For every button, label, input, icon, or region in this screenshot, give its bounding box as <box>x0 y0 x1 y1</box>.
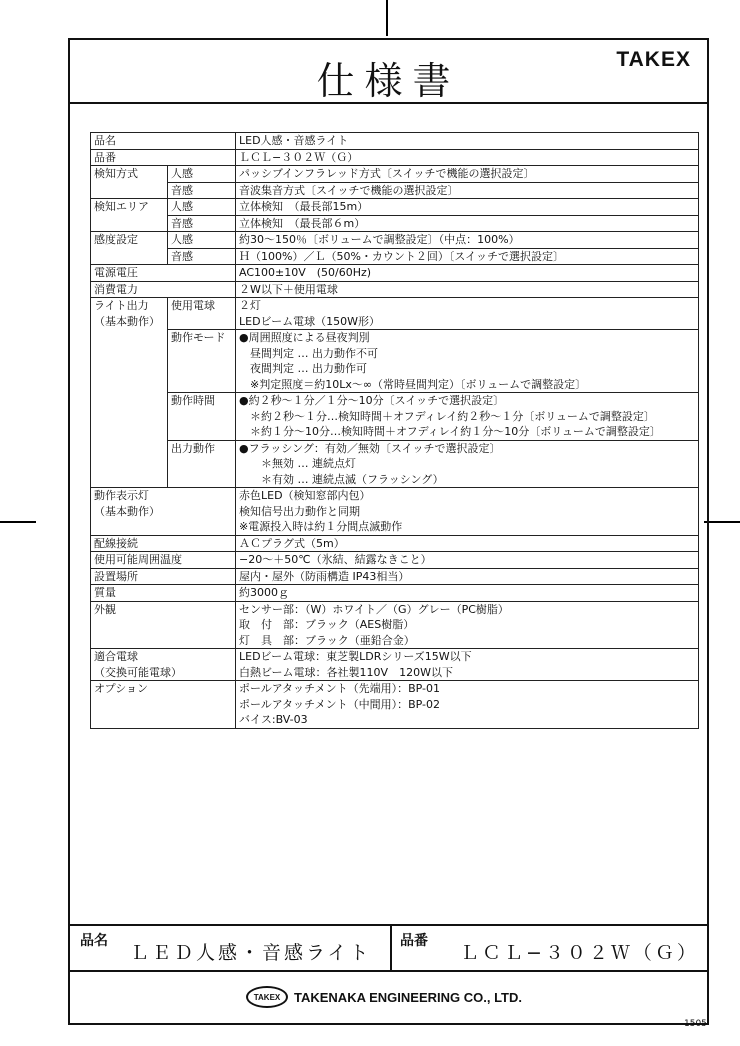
spec-label: 消費電力 <box>94 282 138 296</box>
crop-mark-left <box>0 521 36 523</box>
company-logo <box>246 986 522 1008</box>
spec-value-line: 夜間判定 … 出力動作可 <box>239 362 367 375</box>
spec-sublabel: 人感 <box>171 200 193 213</box>
spec-label-cell <box>91 232 168 265</box>
spec-value-cell <box>236 232 699 249</box>
spec-value-line: AC100±10V (50/60Hz) <box>239 266 372 279</box>
spec-sublabel-cell <box>168 440 236 488</box>
spec-value-cell <box>236 535 699 552</box>
spec-row <box>91 440 699 488</box>
spec-sublabel-cell <box>168 182 236 199</box>
spec-label: 動作表示灯 <box>94 489 149 502</box>
spec-sublabel: 音感 <box>171 249 193 263</box>
spec-value-line: センサー部：（W）ホワイト／（G）グレー（PC樹脂） <box>239 602 509 616</box>
spec-row <box>91 535 699 552</box>
spec-sublabel-cell <box>168 166 236 183</box>
spec-row <box>91 265 699 282</box>
spec-label: オプション <box>94 682 149 695</box>
spec-label-cell <box>91 585 236 602</box>
spec-row <box>91 166 699 183</box>
spec-sublabel-cell <box>168 215 236 232</box>
spec-value-cell <box>236 133 699 150</box>
spec-row <box>91 281 699 298</box>
spec-value-cell <box>236 568 699 585</box>
spec-value-line: LED人感・音感ライト <box>239 134 349 147</box>
brand-logo: TAKEX <box>616 48 691 71</box>
spec-value-cell <box>236 182 699 199</box>
spec-sublabel: 人感 <box>171 167 193 180</box>
spec-value-cell <box>236 585 699 602</box>
spec-value-line: 約30〜150％〔ボリュームで調整設定〕（中点：100%） <box>239 233 520 246</box>
spec-sublabel: 音感 <box>171 183 193 197</box>
company-name: TAKENAKA ENGINEERING CO., LTD. <box>294 989 522 1005</box>
footer-name-label: 品名 <box>80 933 108 949</box>
spec-value-line: 赤色LED（検知窓部内包） <box>239 489 371 502</box>
spec-value-line: ポールアタッチメント（先端用）：BP-01 <box>239 682 440 695</box>
spec-table <box>90 132 699 729</box>
spec-sublabel-cell <box>168 232 236 249</box>
spec-value-line: ＊無効 … 連続点灯 <box>239 457 356 470</box>
spec-value-line: パッシブインフラレッド方式〔スイッチで機能の選択設定〕 <box>239 167 535 180</box>
spec-value-line: ＊約１分〜10分…検知時間＋オフディレイ約１分〜10分〔ボリュームで調整設定〕 <box>239 425 661 438</box>
spec-value-line: ポールアタッチメント（中間用）：BP-02 <box>239 697 440 711</box>
spec-row <box>91 133 699 150</box>
crop-mark-right <box>704 521 740 523</box>
spec-label-cell <box>91 281 236 298</box>
spec-value-cell <box>236 440 699 488</box>
spec-value-line: ※判定照度＝約10Lx〜∞（常時昼間判定）〔ボリュームで調整設定〕 <box>239 377 587 391</box>
document-number: 1505 <box>684 1019 707 1029</box>
spec-value-cell <box>236 265 699 282</box>
spec-value-line: ２灯 <box>239 299 261 312</box>
spec-label: 電源電圧 <box>94 266 138 279</box>
spec-label: 質量 <box>94 586 116 599</box>
spec-value-line: ＊約２秒〜１分…検知時間＋オフディレイ約２秒〜１分〔ボリュームで調整設定〕 <box>239 409 655 423</box>
spec-label: 検知エリア <box>94 200 149 213</box>
spec-label: 設置場所 <box>94 569 138 583</box>
spec-row <box>91 215 699 232</box>
spec-label: 使用可能周囲温度 <box>94 553 182 566</box>
spec-label-cell <box>91 166 168 199</box>
spec-value-cell <box>236 149 699 166</box>
spec-value-line: ＊有効 … 連続点滅（フラッシング） <box>239 472 444 486</box>
spec-label-cell <box>91 681 236 729</box>
spec-value-cell <box>236 199 699 216</box>
spec-row <box>91 298 699 330</box>
spec-value-line: 昼間判定 … 出力動作不可 <box>239 346 378 360</box>
spec-sublabel-cell <box>168 199 236 216</box>
spec-label: 検知方式 <box>94 167 138 180</box>
spec-label: 外観 <box>94 602 116 616</box>
spec-value-line: 約3000ｇ <box>239 586 289 599</box>
spec-value-line: ＡＣプラグ式（5m） <box>239 536 345 550</box>
spec-label: ライト出力 <box>94 299 149 312</box>
spec-label-cell <box>91 133 236 150</box>
spec-value-line: バイス:BV-03 <box>239 713 308 726</box>
spec-row <box>91 552 699 569</box>
footer-code-value: ＬＣＬ−３０２Ｗ（Ｇ） <box>460 942 699 964</box>
spec-sublabel: 出力動作 <box>171 441 215 455</box>
spec-label-cell <box>91 149 236 166</box>
spec-row <box>91 232 699 249</box>
spec-row <box>91 330 699 393</box>
spec-label-sub: （交換可能電球） <box>94 665 182 679</box>
footer-separator <box>390 924 392 970</box>
spec-label-cell <box>91 601 236 649</box>
company-emblem: TAKEX <box>246 986 288 1008</box>
spec-row <box>91 199 699 216</box>
spec-label-sub: （基本動作） <box>94 504 160 518</box>
spec-value-cell <box>236 681 699 729</box>
spec-label-cell <box>91 265 236 282</box>
spec-value-line: ●周囲照度による昼夜判別 <box>239 331 370 344</box>
spec-value-cell <box>236 488 699 536</box>
spec-value-cell <box>236 281 699 298</box>
spec-sublabel-cell <box>168 330 236 393</box>
spec-row <box>91 488 699 536</box>
spec-label-sub: （基本動作） <box>94 314 160 328</box>
spec-value-line: ＬＣＬ−３０２Ｗ（Ｇ） <box>239 150 359 164</box>
spec-value-cell <box>236 393 699 441</box>
spec-value-line: ※電源投入時は約１分間点滅動作 <box>239 520 403 533</box>
page-title: 仕様書 <box>316 59 461 103</box>
spec-row <box>91 681 699 729</box>
spec-value-line: 検知信号出力動作と同期 <box>239 504 360 518</box>
spec-label-cell <box>91 568 236 585</box>
spec-sublabel-cell <box>168 393 236 441</box>
spec-row <box>91 182 699 199</box>
spec-label-cell <box>91 535 236 552</box>
spec-label: 適合電球 <box>94 650 138 663</box>
spec-value-line: ２W以下＋使用電球 <box>239 282 338 296</box>
spec-row <box>91 585 699 602</box>
spec-value-cell <box>236 298 699 330</box>
spec-row <box>91 393 699 441</box>
spec-label: 感度設定 <box>94 233 138 246</box>
spec-value-line: 音波集音方式〔スイッチで機能の選択設定〕 <box>239 183 459 197</box>
footer-name-value: ＬＥＤ人感・音感ライト <box>130 942 372 964</box>
spec-sublabel: 使用電球 <box>171 299 215 312</box>
spec-sublabel-cell <box>168 298 236 330</box>
spec-value-cell <box>236 330 699 393</box>
spec-value-line: 立体検知 （最長部15m） <box>239 200 369 213</box>
spec-sublabel: 人感 <box>171 233 193 246</box>
footer-code-label: 品番 <box>400 933 428 949</box>
spec-value-line: LEDビーム電球（150W形） <box>239 314 380 328</box>
spec-label: 配線接続 <box>94 536 138 550</box>
spec-value-line: 立体検知 （最長部６m） <box>239 216 366 230</box>
spec-label-cell <box>91 552 236 569</box>
spec-label-cell <box>91 488 236 536</box>
spec-sublabel-cell <box>168 248 236 265</box>
spec-sheet-frame <box>68 38 709 1025</box>
spec-value-line: ●フラッシング：有効／無効〔スイッチで選択設定〕 <box>239 441 501 455</box>
spec-row <box>91 248 699 265</box>
spec-value-line: 白熱ビーム電球：各社製110V 120W以下 <box>239 665 453 679</box>
crop-mark-top <box>386 0 388 36</box>
spec-value-cell <box>236 552 699 569</box>
spec-value-cell <box>236 215 699 232</box>
spec-label-cell <box>91 199 168 232</box>
spec-value-cell <box>236 166 699 183</box>
spec-label-cell <box>91 298 168 488</box>
spec-value-line: LEDビーム電球：東芝製LDRシリーズ15W以下 <box>239 650 472 663</box>
spec-row <box>91 649 699 681</box>
spec-value-cell <box>236 248 699 265</box>
spec-value-cell <box>236 649 699 681</box>
spec-row <box>91 601 699 649</box>
spec-value-cell <box>236 601 699 649</box>
spec-sublabel: 音感 <box>171 216 193 230</box>
header-divider <box>70 102 707 104</box>
spec-value-line: −20〜＋50℃（氷結、結露なきこと） <box>239 553 432 566</box>
spec-label-cell <box>91 649 236 681</box>
spec-value-line: 屋内・屋外（防雨構造 IP43相当） <box>239 569 410 583</box>
spec-value-line: 取 付 部：ブラック（AES樹脂） <box>239 618 415 631</box>
spec-label: 品番 <box>94 150 116 164</box>
spec-sublabel: 動作モード <box>171 331 226 344</box>
spec-row <box>91 568 699 585</box>
spec-sublabel: 動作時間 <box>171 394 215 407</box>
footer-divider-top <box>70 924 707 926</box>
spec-value-line: 灯 具 部：ブラック（亜鉛合金） <box>239 633 415 647</box>
spec-label: 品名 <box>94 134 116 147</box>
spec-value-line: Ｈ（100%）／Ｌ（50%・カウント２回）〔スイッチで選択設定〕 <box>239 249 564 263</box>
spec-row <box>91 149 699 166</box>
footer-divider-bottom <box>70 970 707 972</box>
spec-value-line: ●約２秒〜１分／１分〜10分〔スイッチで選択設定〕 <box>239 394 505 407</box>
